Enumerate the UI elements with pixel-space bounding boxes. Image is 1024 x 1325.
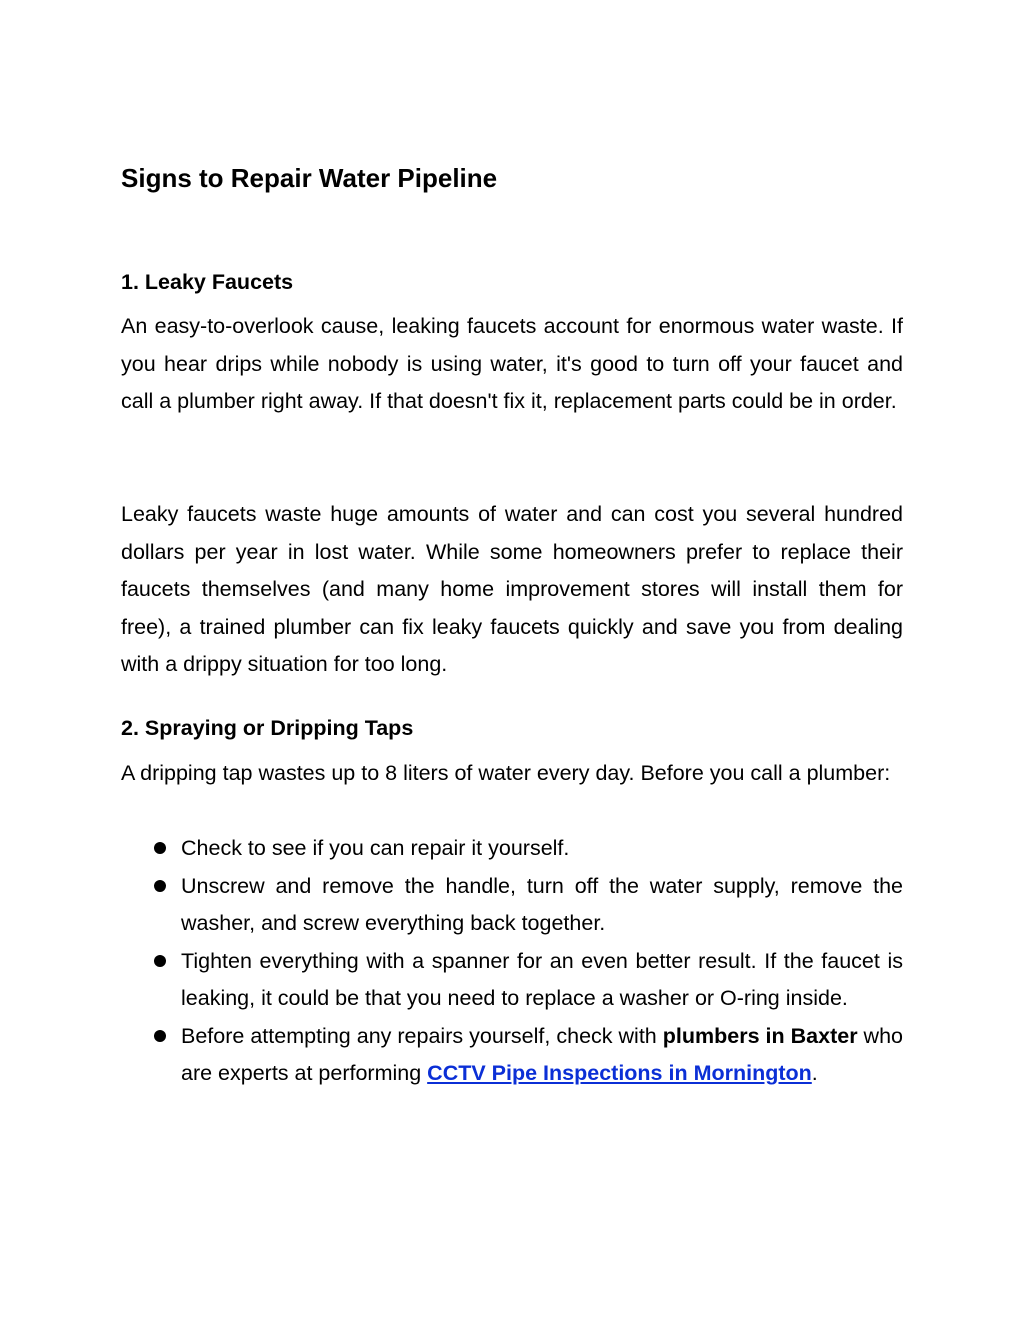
paragraph-leaky-faucets-2: Leaky faucets waste huge amounts of water and can cost you several hundred dollars per year in lost water. While some homeowners prefer to replace their faucets themselves (and many home improvement stores will install them for free), a trained plumber can fix leaky faucets quickly and save you from dealing with a drippy situation for too long.	[121, 502, 903, 676]
list-item-text-after: .	[811, 1061, 818, 1085]
list-item-text-middle: who are experts at performing	[181, 1023, 904, 1085]
document-title: Signs to Repair Water Pipeline	[121, 163, 498, 193]
bullet-icon	[154, 1030, 166, 1042]
list-item-text: Unscrew and remove the handle, turn off the water supply, remove the washer, and screw everything back together.	[181, 873, 903, 935]
bullet-icon	[154, 842, 166, 854]
list-item	[121, 1018, 903, 1093]
list-item	[121, 943, 903, 1018]
plumbers-in-baxter-bold: plumbers in Baxter	[662, 1023, 858, 1048]
bullet-icon	[154, 880, 166, 892]
list-item-text: Check to see if you can repair it yourself.	[181, 836, 570, 860]
bullet-icon	[154, 955, 166, 967]
list-item	[121, 868, 903, 943]
repair-steps-list	[121, 830, 903, 1093]
paragraph-dripping-taps-intro: A dripping tap wastes up to 8 liters of water every day. Before you call a plumber:	[121, 761, 891, 785]
list-item-text: Tighten everything with a spanner for an even better result. If the faucet is leaking, it could be that you need to replace a washer or O-ring inside.	[181, 948, 903, 1010]
section-heading-dripping-taps: 2. Spraying or Dripping Taps	[121, 716, 414, 740]
section-heading-leaky-faucets: 1. Leaky Faucets	[121, 270, 294, 294]
paragraph-leaky-faucets-1: An easy-to-overlook cause, leaking faucets account for enormous water waste. If you hear drips while nobody is using water, it's good to turn off your faucet and call a plumber right away. If that doesn't fix it, replacement parts could be in order.	[121, 314, 903, 413]
cctv-pipe-inspections-link[interactable]: CCTV Pipe Inspections in Mornington	[427, 1061, 812, 1085]
list-item	[121, 830, 903, 868]
list-item-text-before: Before attempting any repairs yourself, check with	[181, 1023, 663, 1048]
